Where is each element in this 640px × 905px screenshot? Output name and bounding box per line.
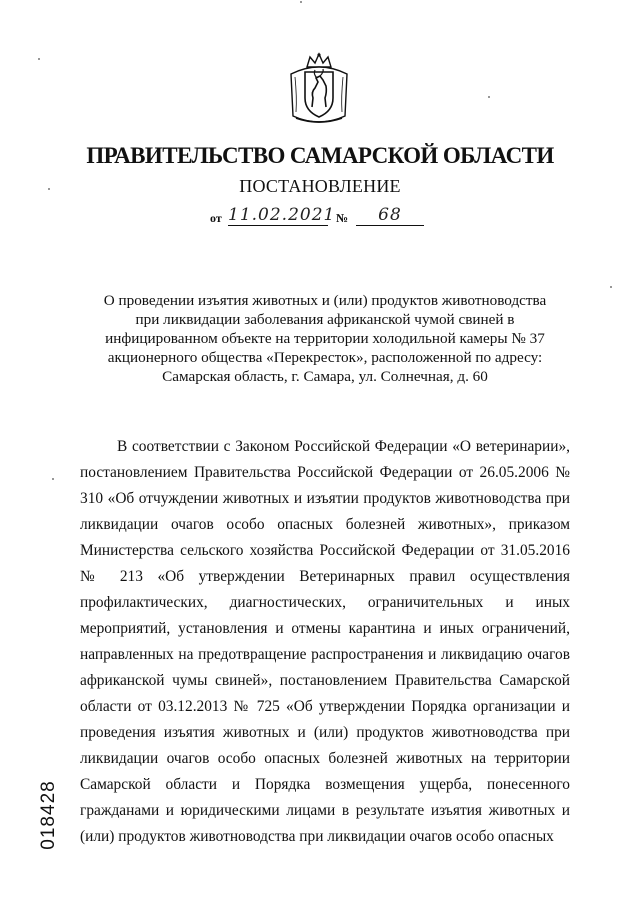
margin-code: [29, 780, 69, 850]
organization-title: ПРАВИТЕЛЬСТВО САМАРСКОЙ ОБЛАСТИ: [86, 143, 554, 168]
date-prefix: от: [210, 211, 222, 225]
scan-speck: [300, 1, 302, 3]
scan-speck: [48, 188, 50, 190]
body-text: [80, 434, 570, 850]
margin-code-text: 018428: [38, 780, 59, 850]
document-subject: О проведении изъятия животных и (или) продуктов животноводства при ликвидации заболевания африканской чумой свиней в инфицированном объекте на территории холодильной камеры № 37 акционерного общества «Перекресток», расположенной по адресу: Самарская область, г. Самара, ул. Солнечная, д. 60: [103, 292, 547, 385]
handwritten-number: 68: [356, 205, 424, 226]
document-type: ПОСТАНОВЛЕНИЕ: [239, 176, 401, 196]
date-number-line: [210, 206, 440, 230]
scan-speck: [52, 478, 54, 480]
samara-region-coat-of-arms-icon: [286, 52, 352, 128]
scan-speck: [38, 58, 40, 60]
number-prefix: №: [336, 211, 349, 225]
scan-speck: [610, 286, 612, 288]
handwritten-date: 11.02.2021: [228, 205, 336, 225]
scan-speck: [488, 96, 490, 98]
body-paragraph: В соответствии с Законом Российской Федерации «О ветеринарии», постановлением Правительства Российской Федерации от 26.05.2006 № 310 «Об отчуждении животных и изъятии продуктов животноводства при ликвидации очагов особо опасных болезней животных», приказом Министерства сельского хозяйства Российской Федерации от 31.05.2016 № 213 «Об утверждении Ветеринарных правил осуществления профилактических, диагностических, ограничительных и иных мероприятий, установления и отмены карантина и иных ограничений, направленных на предотвращение распространения и ликвидацию очагов африканской чумы свиней», постановлением Правительства Самарской области от 03.12.2013 № 725 «Об утверждении Порядка организации и проведения изъятия животных и (или) продуктов животноводства при ликвидации очагов особо опасных болезней животных на территории Самарской области и Порядка возмещения ущерба, понесенного гражданами и юридическими лицами в результате изъятия животных и (или) продуктов животноводства при ликвидации очагов особо опасных: [80, 438, 570, 845]
